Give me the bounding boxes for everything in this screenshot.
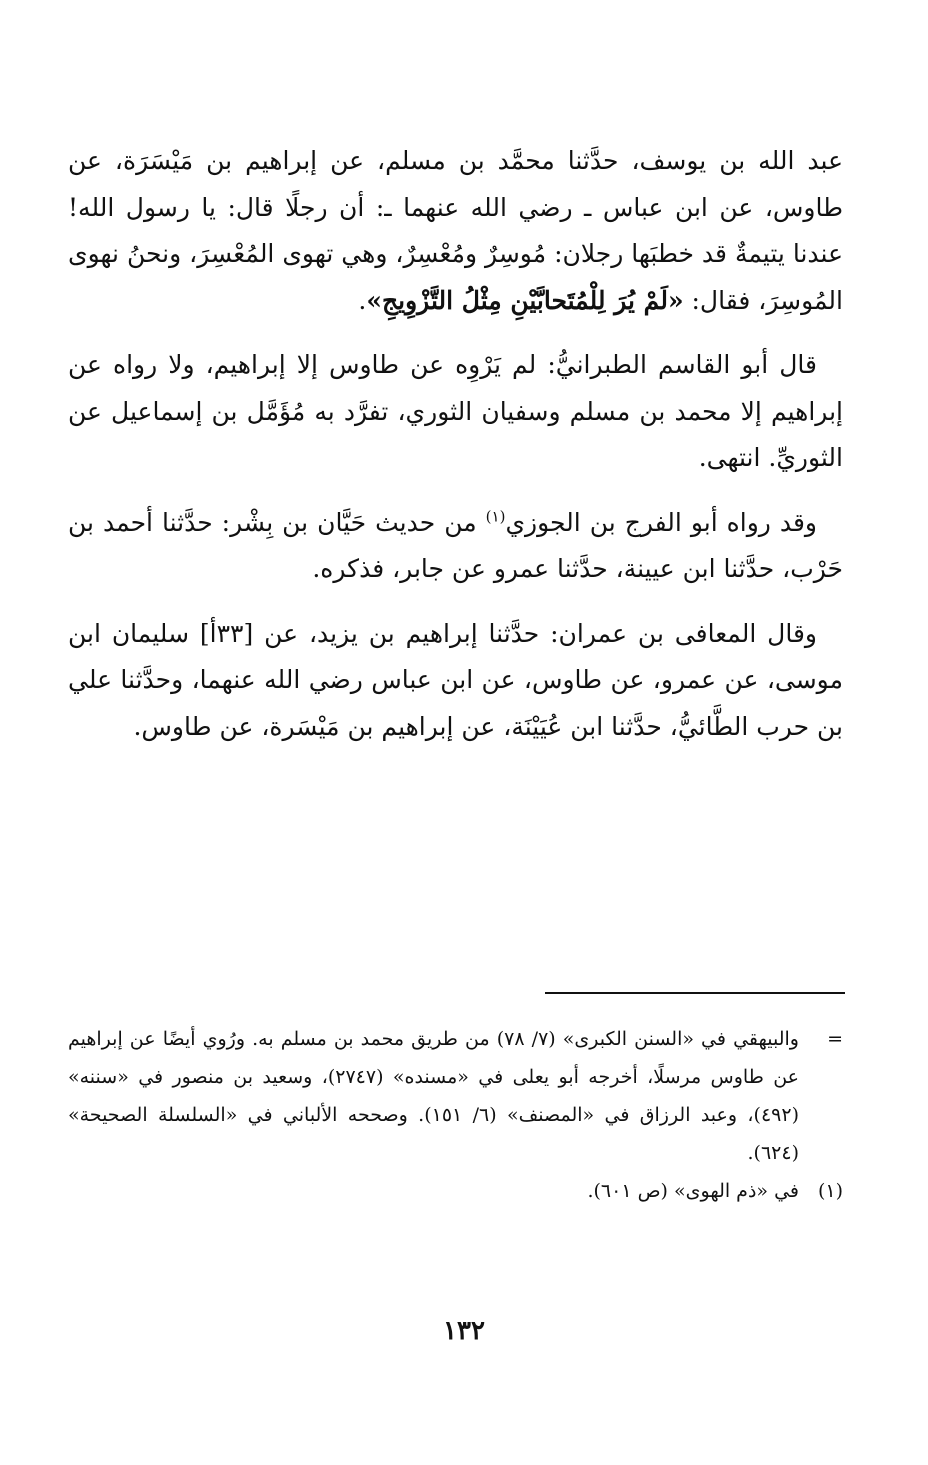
continuation-marker: = bbox=[827, 1028, 843, 1050]
ibn-jawzi-text-start: وقد رواه أبو الفرج بن الجوزي bbox=[505, 507, 818, 537]
hadith-line-4-start: ونحنُ نهوى المُوسِرَ، فقال: bbox=[68, 239, 843, 315]
footnote-1-text: في «ذم الهوى» (ص ٦٠١). bbox=[587, 1180, 799, 1202]
footnote-1 bbox=[68, 1172, 843, 1210]
hadith-line-1: عبد الله بن يوسف، حدَّثنا محمَّد بن مسلم، عن إبراهيم بن مَيْسَرَة، عن bbox=[68, 146, 843, 175]
footnote-1-marker: (١) bbox=[817, 1180, 843, 1202]
paragraph-muafa bbox=[68, 611, 843, 751]
continuation-text: والبيهقي في «السنن الكبرى» (٧/ ٧٨) من طريق محمد بن مسلم به. ورُوي أيضًا عن إبراهيم عن طاوس مرسلًا، أخرجه أبو يعلى في «مسنده» (٢٧٤٧)، وسعيد بن منصور في «سننه» (٤٩٢)، وعبد الرزاق في «المصنف» (٦/ ١٥١). وصححه الألباني في «السلسلة الصحيحة» (٦٢٤). bbox=[68, 1028, 799, 1164]
footnote-reference[interactable]: (١) bbox=[485, 507, 506, 526]
tabarani-text: قال أبو القاسم الطبرانيُّ: لم يَرْوِه عن طاوس إلا إبراهيم، ولا رواه عن إبراهيم إلا محمد بن مسلم وسفيان الثوري، تفرَّد به مُؤَمَّل بن إسماعيل عن الثوريِّ. انتهى. bbox=[68, 350, 843, 472]
paragraph-tabarani bbox=[68, 342, 843, 482]
hadith-line-4-end: . bbox=[358, 285, 367, 315]
muafa-text: وقال المعافى بن عمران: حدَّثنا إبراهيم بن يزيد، عن [٣٣أ] سليمان ابن موسى، عن عمرو، عن طاوس، عن ابن عباس رضي الله عنهما، وحدَّثنا علي بن حرب الطَّائيُّ، حدَّثنا ابن عُيَيْنَة، عن إبراهيم بن مَيْسَرة، عن طاوس. bbox=[68, 618, 843, 741]
hadith-line-3: عندنا يتيمةٌ قد خطبَها رجلان: مُوسِرٌ ومُعْسِرٌ، وهي تهوى المُعْسِرَ، bbox=[189, 239, 843, 268]
main-text bbox=[68, 138, 843, 768]
paragraph-ibn-jawzi bbox=[68, 500, 843, 593]
paragraph-hadith bbox=[68, 138, 843, 324]
prophetic-quote: «لَمْ يُرَ لِلْمُتَحابَّيْنِ مِثْلُ التَّزْوِيجِ» bbox=[366, 285, 684, 315]
page-number: ١٣٢ bbox=[443, 1316, 485, 1346]
hadith-line-2: طاوس، عن ابن عباس ـ رضي الله عنهما ـ: أن رجلًا قال: يا رسول الله! bbox=[68, 192, 843, 222]
footnote-separator bbox=[545, 992, 845, 994]
footnotes bbox=[68, 1020, 843, 1210]
footnote-continuation bbox=[68, 1020, 843, 1172]
ibn-jawzi-text-end: من حديث حَيَّان بن بِشْر: حدَّثنا أحمد بن حَرْب، حدَّثنا ابن عيينة، حدَّثنا عمرو عن جابر، فذكره. bbox=[68, 507, 843, 583]
